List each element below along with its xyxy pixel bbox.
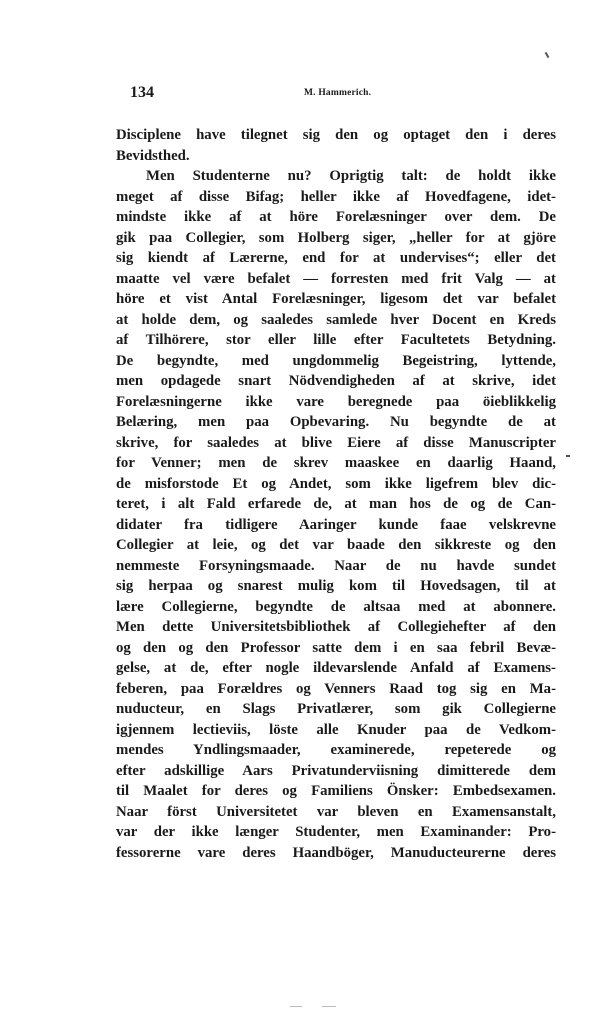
text-line: Forelæsningerne ikke vare beregnede paa öieblikkelig	[116, 393, 556, 410]
page-number: 134	[130, 84, 154, 101]
text-line: gik paa Collegier, som Holberg siger, „heller for at gjöre	[116, 229, 556, 246]
text-line: fessorerne vare deres Haandböger, Manuducteurerne deres	[116, 844, 556, 861]
text-line: mindste ikke af at höre Forelæsninger over dem. De	[116, 209, 556, 225]
scan-speck	[545, 52, 550, 58]
text-line: Men dette Universitetsbibliothek af Collegiehefter af den	[116, 619, 556, 635]
text-line: skrive, for saaledes at blive Eiere af disse Manuscripter	[116, 434, 556, 451]
text-line: de misforstode Et og Andet, som ikke ligefrem blev dic-	[116, 475, 556, 492]
scan-speck	[322, 1006, 336, 1007]
text-line: og den og den Professor satte dem i en saa febril Bevæ-	[116, 639, 556, 656]
scan-speck	[290, 1006, 302, 1007]
text-line: gelse, at de, efter nogle ildevarslende Anfald af Examens-	[116, 660, 556, 676]
text-line: höre et vist Antal Forelæsninger, ligesom det var befalet	[116, 291, 556, 307]
running-title: M. Hammerich.	[304, 88, 372, 98]
text-line: Collegier at leie, og det var baade den sikkreste og den	[116, 537, 556, 553]
text-line: Belæring, men paa Opbevaring. Nu begyndte de at	[116, 414, 556, 430]
text-line: mendes Yndlingsmaader, examinerede, repeterede og	[116, 742, 556, 758]
page-header	[116, 84, 556, 106]
text-line: De begyndte, med ungdommelig Begeistring, lyttende,	[116, 352, 556, 369]
text-line: at holde dem, og saaledes samlede hver Docent en Kreds	[116, 311, 556, 328]
text-line: men opdagede snart Nödvendigheden af at skrive, idet	[116, 373, 556, 389]
text-line: maatte vel være befalet — forresten med frit Valg — at	[116, 270, 556, 287]
text-line: var der ikke længer Studenter, men Examinander: Pro-	[116, 824, 556, 840]
text-line: Men Studenterne nu? Oprigtig talt: de holdt ikke	[146, 168, 556, 184]
text-line: til Maalet for deres og Familiens Önsker: Embedsexamen.	[116, 783, 556, 799]
text-line: meget af disse Bifag; heller ikke af Hovedfagene, idet-	[116, 188, 556, 205]
text-line: for Venner; men de skrev maaskee en daarlig Haand,	[116, 455, 556, 471]
text-line: sig kiendt af Lærerne, end for at undervises“; eller det	[116, 250, 556, 266]
body-text	[116, 125, 556, 863]
text-line: teret, i alt Fald erfarede de, at man hos de og de Can-	[116, 496, 556, 512]
text-line: Disciplene have tilegnet sig den og optaget den i deres	[116, 127, 556, 143]
text-line: feberen, paa Forældres og Venners Raad tog sig en Ma-	[116, 680, 556, 697]
scan-speck	[566, 455, 570, 457]
text-line: Bevidsthed.	[116, 147, 190, 164]
text-line: igjennem lectieviis, löste alle Knuder paa de Vedkom-	[116, 721, 556, 738]
text-line: af Tilhörere, stor eller lille efter Facultetets Betydning.	[116, 332, 556, 348]
text-line: efter adskillige Aars Privatunderviisning dimitterede dem	[116, 762, 556, 779]
text-line: sig herpaa og snarest mulig kom til Hovedsagen, til at	[116, 578, 556, 594]
text-line: nuducteur, en Slags Privatlærer, som gik Collegierne	[116, 701, 556, 717]
text-line: Naar först Universitetet var bleven en Examensanstalt,	[116, 803, 556, 820]
text-line: didater fra tidligere Aaringer kunde faae velskrevne	[116, 516, 556, 533]
text-line: lære Collegierne, begyndte de altsaa med at abonnere.	[116, 598, 556, 615]
text-line: nemmeste Forsyningsmaade. Naar de nu havde sundet	[116, 557, 556, 574]
